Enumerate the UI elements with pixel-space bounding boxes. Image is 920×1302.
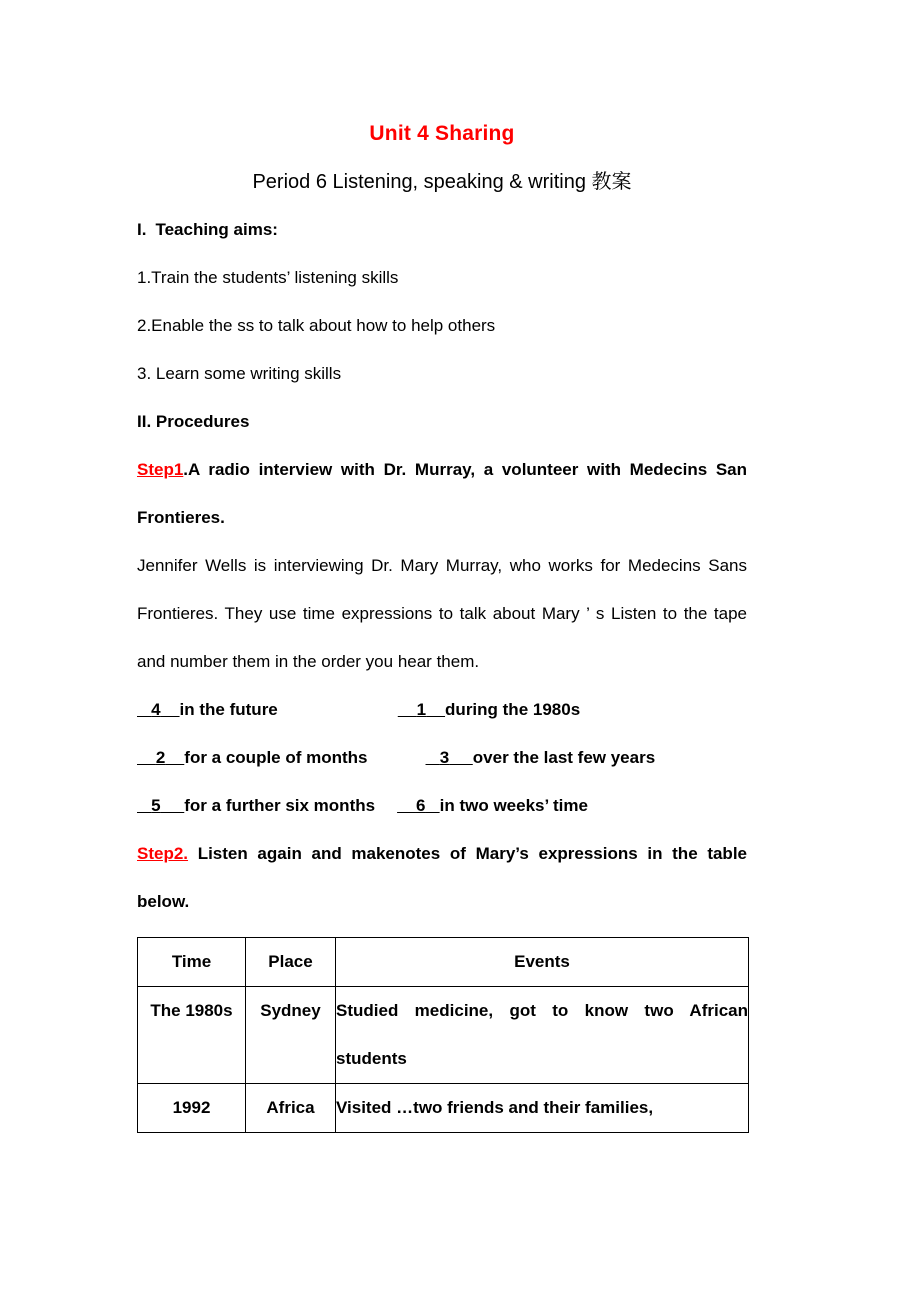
step2-tag: Step2. bbox=[137, 844, 189, 863]
step2-title-line bbox=[137, 830, 747, 926]
answer-number-6: 6 bbox=[415, 796, 426, 815]
step1-title-end: . bbox=[220, 508, 225, 527]
teaching-aim-item-2: 2.Enable the ss to talk about how to help others bbox=[137, 316, 496, 335]
answer-number-2: 1 bbox=[416, 700, 427, 719]
answer-text-3: for a couple of months bbox=[184, 748, 368, 767]
table-header-events: Events bbox=[336, 938, 749, 987]
step1-body-paragraph: Jennifer Wells is interviewing Dr. Mary Murray, who works for Medecins Sans Frontieres. They use time expressions to talk about Mary ’ s Listen to the tape and number them in the order you hear them. bbox=[137, 556, 747, 671]
table-cell-events-1: Studied medicine, got to know two African students bbox=[336, 987, 749, 1084]
answer-blank-2 bbox=[398, 700, 445, 719]
answer-number-1: 4 bbox=[151, 700, 161, 719]
table-cell-time-1: The 1980s bbox=[138, 987, 246, 1084]
step1-title: A radio interview with Dr. Murray, a volunteer with Medecins San Frontieres bbox=[137, 460, 747, 527]
answer-blank-6 bbox=[397, 796, 440, 815]
step2-title: Listen again and makenotes of Mary’s expressions in the table below. bbox=[137, 844, 747, 911]
answer-line-3 bbox=[137, 782, 747, 830]
answer-text-6: in two weeks’ time bbox=[439, 796, 588, 815]
table-header-place: Place bbox=[246, 938, 336, 987]
section-heading-teaching-aims bbox=[137, 206, 747, 254]
answer-text-4: over the last few years bbox=[472, 748, 656, 767]
step1-tag: Step1 bbox=[137, 460, 184, 479]
answer-blank-4 bbox=[426, 748, 473, 767]
answer-blank-5 bbox=[137, 796, 184, 815]
table-cell-time-2: 1992 bbox=[138, 1084, 246, 1133]
page-subtitle: Period 6 Listening, speaking & writing 教案 bbox=[252, 171, 632, 193]
table-header-time: Time bbox=[138, 938, 246, 987]
answer-line-1 bbox=[137, 686, 747, 734]
page-title: Unit 4 Sharing bbox=[369, 122, 515, 145]
answer-number-3: 2 bbox=[155, 748, 166, 767]
answer-text-5: for a further six months bbox=[184, 796, 376, 815]
answer-number-5: 5 bbox=[151, 796, 161, 815]
answer-number-4: 3 bbox=[439, 748, 450, 767]
answer-line-2 bbox=[137, 734, 747, 782]
teaching-aim-item-1: 1.Train the students’ listening skills bbox=[137, 268, 399, 287]
answer-blank-3 bbox=[137, 748, 184, 767]
section-numeral: I. bbox=[137, 220, 147, 239]
document-body bbox=[137, 0, 747, 1133]
table-cell-events-2: Visited …two friends and their families, bbox=[336, 1084, 749, 1133]
teaching-aim-item-3: 3. Learn some writing skills bbox=[137, 364, 342, 383]
answer-text-2: during the 1980s bbox=[445, 700, 581, 719]
table-row bbox=[138, 1084, 749, 1133]
section-heading-label: Teaching aims: bbox=[155, 220, 278, 239]
table-row bbox=[138, 987, 749, 1084]
notes-table bbox=[137, 937, 749, 1133]
section-heading-procedures: II. Procedures bbox=[137, 412, 250, 431]
table-cell-place-2: Africa bbox=[246, 1084, 336, 1133]
answer-blank-1 bbox=[137, 700, 180, 719]
table-header-row bbox=[138, 938, 749, 987]
table-cell-place-1: Sydney bbox=[246, 987, 336, 1084]
step1-tag-suffix: . bbox=[183, 460, 189, 479]
step1-title-line bbox=[137, 446, 747, 542]
answer-text-1: in the future bbox=[179, 700, 278, 719]
